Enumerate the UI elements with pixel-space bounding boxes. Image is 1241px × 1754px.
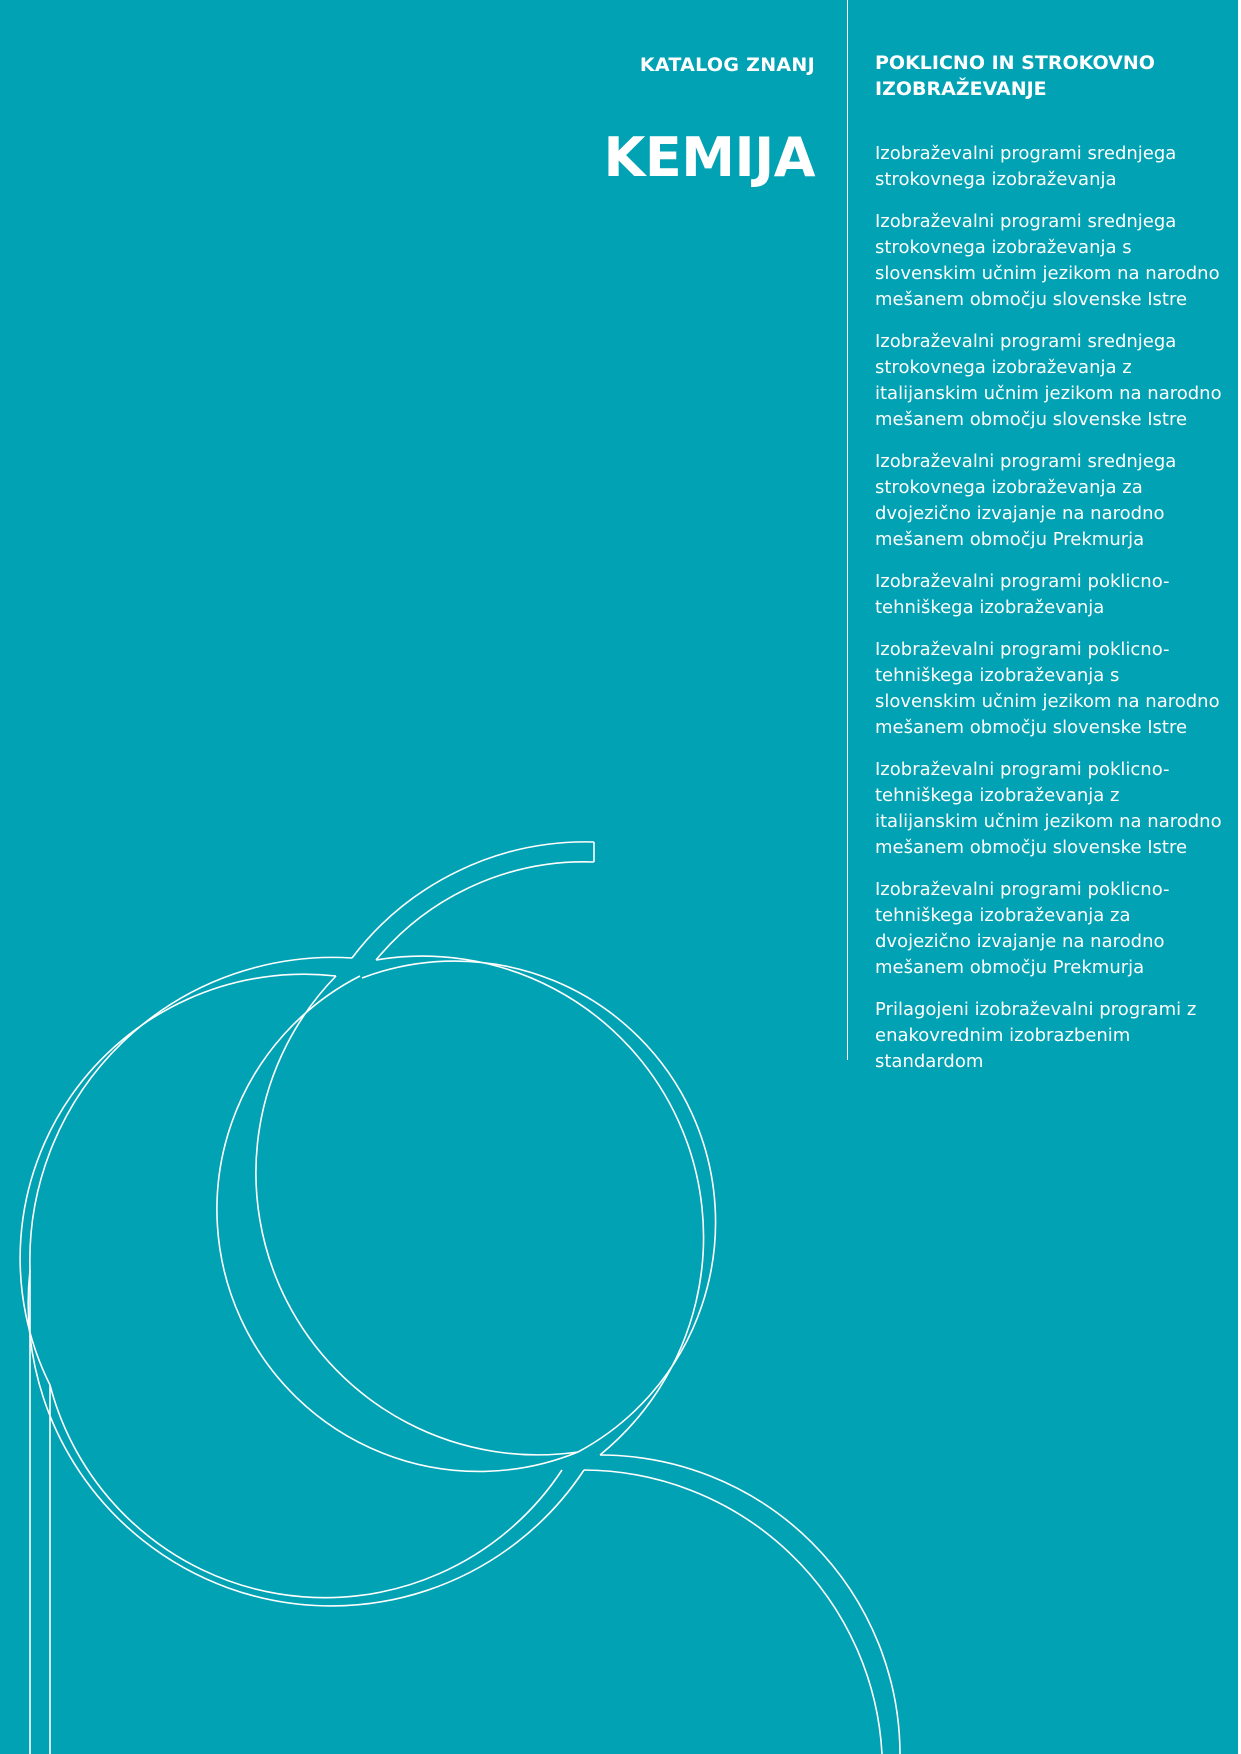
ornament-hook-outer — [352, 842, 594, 958]
ornament-ring-inner — [217, 976, 578, 1471]
program-item: Izobraževalni programi srednjega strokovnega izobraževanja z italijanskim učnim jezikom na narodno mešanem območju slovenske Istre — [875, 331, 1222, 430]
ornament-loop-lower-outer — [28, 1270, 584, 1606]
subject-title: KEMIJA — [603, 126, 815, 189]
program-item: Prilagojeni izobraževalni programi z enakovrednim izobrazbenim standardom — [875, 999, 1197, 1072]
ornament-loop-lower-inner — [50, 1385, 562, 1598]
program-item: Izobraževalni programi poklicno-tehniškega izobraževanja — [875, 571, 1170, 618]
program-item: Izobraževalni programi srednjega strokovnega izobraževanja za dvojezično izvajanje na narodno mešanem območju Prekmurja — [875, 451, 1177, 550]
program-list — [875, 141, 1225, 1091]
program-item: Izobraževalni programi srednjega strokovnega izobraževanja — [875, 143, 1177, 190]
ornament-ring-right-inner — [362, 961, 716, 1452]
ornament-loop-inner — [20, 974, 336, 1385]
ornament-sweep-outer — [600, 1455, 900, 1754]
program-item: Izobraževalni programi poklicno-tehniškega izobraževanja za dvojezično izvajanje na narodno mešanem območju Prekmurja — [875, 879, 1170, 978]
program-item: Izobraževalni programi poklicno-tehniškega izobraževanja s slovenskim učnim jezikom na narodno mešanem območju slovenske Istre — [875, 639, 1220, 738]
catalog-label: KATALOG ZNANJ — [639, 54, 815, 76]
section-heading — [875, 50, 1220, 102]
ornament-ring-outer — [256, 976, 578, 1455]
program-item: Izobraževalni programi srednjega strokovnega izobraževanja s slovenskim učnim jezikom na narodno mešanem območju slovenske Istre — [875, 211, 1220, 310]
column-divider — [847, 0, 848, 1060]
section-heading-line-1: POKLICNO IN STROKOVNO — [875, 52, 1155, 74]
ornament-loop-outer — [30, 957, 352, 1270]
ornament-hook-inner — [376, 862, 594, 960]
program-item: Izobraževalni programi poklicno-tehniškega izobraževanja z italijanskim učnim jezikom na narodno mešanem območju slovenske Istre — [875, 759, 1222, 858]
ornament-ring-right-outer — [376, 956, 704, 1455]
section-heading-line-2: IZOBRAŽEVANJE — [875, 78, 1047, 100]
ornament-sweep-inner — [584, 1470, 882, 1754]
